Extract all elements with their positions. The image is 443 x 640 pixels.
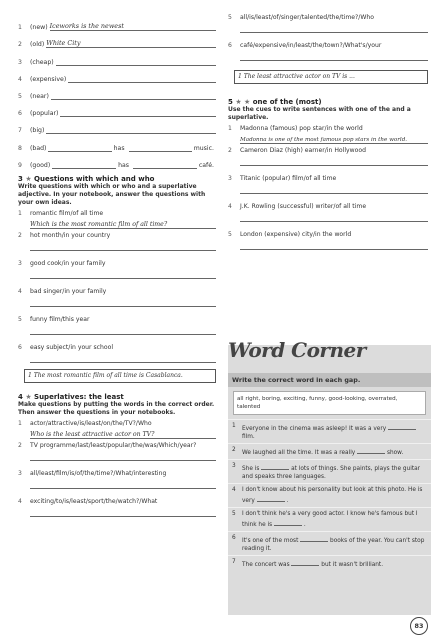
gap[interactable] (300, 534, 328, 542)
answer-line[interactable] (68, 74, 216, 83)
gap-item (228, 507, 431, 531)
item-number: 1 (18, 24, 22, 32)
cue: (popular) (30, 110, 59, 118)
exercise-5-title (228, 98, 428, 106)
item-number: 5 (228, 14, 232, 21)
answer-line[interactable] (30, 324, 216, 335)
answer-line[interactable] (30, 352, 216, 363)
word: has (113, 144, 125, 152)
handwritten-answer: White City (46, 39, 81, 48)
answer-line[interactable] (56, 57, 216, 66)
exercise-4-items (18, 420, 216, 517)
item-number: 1 (18, 419, 22, 427)
answer-line[interactable] (30, 506, 216, 517)
right-column (228, 14, 428, 250)
item-number: 2 (18, 41, 22, 49)
answer-line[interactable] (30, 240, 216, 251)
question-item (228, 14, 428, 22)
item-number: 4 (232, 487, 236, 493)
left-column (18, 14, 216, 517)
item-number: 1 (18, 209, 22, 217)
gap-item (228, 555, 431, 571)
ex2-row (18, 134, 216, 151)
exercise-5-instruction: Use the cues to write sentences with one of the and a superlative. (228, 106, 411, 121)
cue: easy subject/in your school (30, 343, 114, 351)
sentence-start: I don't know about his personality but look at this photo. He is very (242, 487, 423, 504)
item-number: 5 (18, 92, 22, 100)
cue: café/expensive/in/least/the/town?/What's/your (240, 42, 382, 49)
sentence-end: show. (386, 450, 404, 456)
gap-item (228, 443, 431, 459)
cue: (cheap) (30, 58, 54, 66)
cue: (old) (30, 41, 45, 49)
answer-line[interactable] (240, 155, 428, 166)
cue: (bad) (30, 144, 47, 152)
cue: Cameron Diaz (high) earner/in Hollywood (240, 147, 366, 154)
example-answer-note: 1 The least attractive actor on TV is ... (234, 70, 428, 84)
item-number: 4 (228, 203, 232, 210)
question-item (18, 442, 216, 450)
question-item (18, 420, 216, 428)
gap[interactable] (274, 518, 302, 526)
question-item (228, 147, 428, 155)
difficulty-star-icon: ★ (25, 174, 32, 183)
answer-line[interactable] (133, 160, 197, 169)
question-item (18, 344, 216, 352)
gap-item (228, 483, 431, 507)
exercise-4-title (18, 393, 216, 401)
difficulty-star-icon: ★ (25, 392, 32, 401)
gap[interactable] (388, 422, 416, 430)
sentence-end: film. (242, 434, 255, 440)
item-number: 3 (18, 469, 22, 477)
item-number: 8 (18, 144, 22, 152)
cue: romantic film/of all time (30, 209, 104, 217)
word-corner-panel (228, 345, 431, 615)
answer-line[interactable] (51, 91, 216, 100)
item-number: 7 (18, 127, 22, 135)
gap[interactable] (257, 494, 285, 502)
answer-line[interactable] (46, 39, 216, 48)
answer-line[interactable] (30, 450, 216, 461)
question-item (18, 260, 216, 268)
question-item (18, 498, 216, 506)
item-number: 5 (232, 511, 236, 517)
answer-line[interactable] (30, 296, 216, 307)
gap[interactable] (357, 446, 385, 454)
handwritten-answer[interactable]: Who is the least attractive actor on TV? (30, 428, 216, 439)
item-number: 4 (18, 497, 22, 505)
sentence-start: She is (242, 466, 260, 472)
item-number: 3 (18, 58, 22, 66)
word: music. (193, 144, 214, 152)
gap-item (228, 459, 431, 483)
word-corner-title: Word Corner (228, 338, 366, 362)
cue: all/is/least/of/singer/talented/the/time?/Who (240, 14, 374, 21)
cue: TV programme/last/least/popular/the/was/Which/year? (30, 441, 197, 449)
cue: good cook/in your family (30, 259, 106, 267)
item-number: 2 (232, 447, 236, 453)
item-number: 6 (232, 535, 236, 541)
cue: Madonna (famous) pop star/in the world (240, 125, 363, 132)
item-number: 5 (18, 315, 22, 323)
ex2-row (18, 83, 216, 100)
answer-line[interactable] (240, 50, 428, 61)
word-bank: all right, boring, exciting, funny, good-looking, overrated, talented (233, 391, 426, 415)
answer-line[interactable] (46, 125, 216, 134)
item-number: 6 (18, 110, 22, 118)
question-item (228, 231, 428, 239)
exercise-3-title (18, 175, 216, 183)
item-number: 3 (232, 463, 236, 469)
exercise-3-items (18, 210, 216, 383)
question-item (18, 232, 216, 240)
sentence-start: I don't think he's a very good actor. I know he's famous but I think he is (242, 511, 418, 528)
item-number: 2 (18, 231, 22, 239)
question-item (18, 210, 216, 218)
exercise-heading: one of the (most) (252, 98, 322, 106)
question-item (18, 288, 216, 296)
cue: (expensive) (30, 75, 67, 83)
sentence-end: at lots of things. She paints, plays the guitar and speaks three languages. (242, 466, 421, 480)
sentence-start: It's one of the most (242, 538, 299, 544)
sentence-start: We laughed all the time. It was a really (242, 450, 356, 456)
answer-line[interactable] (30, 478, 216, 489)
question-item (18, 470, 216, 478)
cue: (new) (30, 24, 48, 32)
sentence-end: . (303, 522, 306, 528)
cue: all/least/film/is/of/the/time?/What/interesting (30, 469, 167, 477)
gap[interactable] (291, 558, 319, 566)
item-number: 1 (232, 423, 236, 429)
exercise-2-list (18, 14, 216, 169)
cue: hot month/in your country (30, 231, 111, 239)
cue: (good) (30, 161, 51, 169)
cue: London (expensive) city/in the world (240, 231, 352, 238)
answer-line[interactable] (30, 268, 216, 279)
item-number: 7 (232, 559, 236, 565)
gap[interactable] (261, 462, 289, 470)
answer-line[interactable] (52, 160, 116, 169)
item-number: 3 (18, 259, 22, 267)
cue: Titanic (popular) film/of all time (240, 175, 337, 182)
answer-line[interactable] (129, 143, 192, 152)
ex2-row (18, 14, 216, 31)
item-number: 2 (228, 147, 232, 154)
item-number: 3 (228, 175, 232, 182)
cue: J.K. Rowling (successful) writer/of all time (240, 203, 367, 210)
ex2-row (18, 31, 216, 48)
item-number: 5 (228, 231, 232, 238)
cue: actor/attractive/is/least/on/the/TV?/Who (30, 419, 152, 427)
exercise-heading: Questions with which and who (34, 174, 155, 183)
answer-line[interactable] (240, 22, 428, 33)
question-item (228, 175, 428, 183)
answer-line[interactable] (48, 143, 111, 152)
answer-line[interactable] (60, 108, 216, 117)
item-number: 9 (18, 161, 22, 169)
ex2-row (18, 48, 216, 65)
cue: (big) (30, 127, 45, 135)
sentence-end: . (286, 498, 289, 504)
exercise-heading: Superlatives: the least (34, 392, 124, 401)
ex2-row (18, 100, 216, 117)
item-number: 1 (228, 125, 232, 132)
item-number: 2 (18, 441, 22, 449)
answer-line[interactable] (240, 239, 428, 250)
ex2-row (18, 66, 216, 83)
exercise-number: 4 (18, 392, 23, 401)
gap-item (228, 531, 431, 555)
handwritten-answer[interactable]: Madonna is one of the most famous pop stars in the world. (240, 133, 428, 144)
handwritten-answer: Iceworks is the newest (49, 22, 124, 31)
exercise-3-instruction: Write questions with which or who and a superlative adjective. In your notebook, answer the questions with your own ideas. (18, 182, 206, 206)
sentence-end: books of the year. You can't stop reading it. (242, 538, 425, 552)
exercise-number: 5 (228, 98, 233, 106)
difficulty-star-icon: ★ ★ (235, 98, 251, 106)
question-item (18, 316, 216, 324)
word-corner-instruction: Write the correct word in each gap. (228, 373, 431, 387)
word: has (118, 161, 130, 169)
sentence-end: but it wasn't brilliant. (321, 562, 384, 568)
gap-item (228, 419, 431, 443)
exercise-number: 3 (18, 174, 23, 183)
item-number: 6 (18, 343, 22, 351)
cue: (near) (30, 92, 49, 100)
exercise-4-instruction: Make questions by putting the words in the correct order. Then answer the questions in your notebooks. (18, 400, 215, 416)
item-number: 6 (228, 42, 232, 49)
handwritten-answer[interactable]: Which is the most romantic film of all time? (30, 218, 216, 229)
word: café. (198, 161, 215, 169)
answer-line[interactable] (240, 211, 428, 222)
question-item (228, 125, 428, 133)
ex2-row (18, 152, 216, 169)
cue: funny film/this year (30, 315, 90, 323)
question-item (228, 203, 428, 211)
question-item (228, 42, 428, 50)
sentence-start: The concert was (242, 562, 290, 568)
cue: exciting/to/is/least/sport/the/watch?/What (30, 497, 158, 505)
exercise-5-items (228, 125, 428, 250)
answer-line[interactable] (50, 22, 216, 31)
page-number: 83 (410, 617, 428, 635)
sentence-start: Everyone in the cinema was asleep! It was a very (242, 426, 387, 432)
answer-line[interactable] (240, 183, 428, 194)
example-answer-note: 1 The most romantic film of all time is Casablanca. (24, 369, 216, 383)
item-number: 4 (18, 287, 22, 295)
item-number: 4 (18, 75, 22, 83)
ex2-row (18, 117, 216, 134)
cue: bad singer/in your family (30, 287, 107, 295)
